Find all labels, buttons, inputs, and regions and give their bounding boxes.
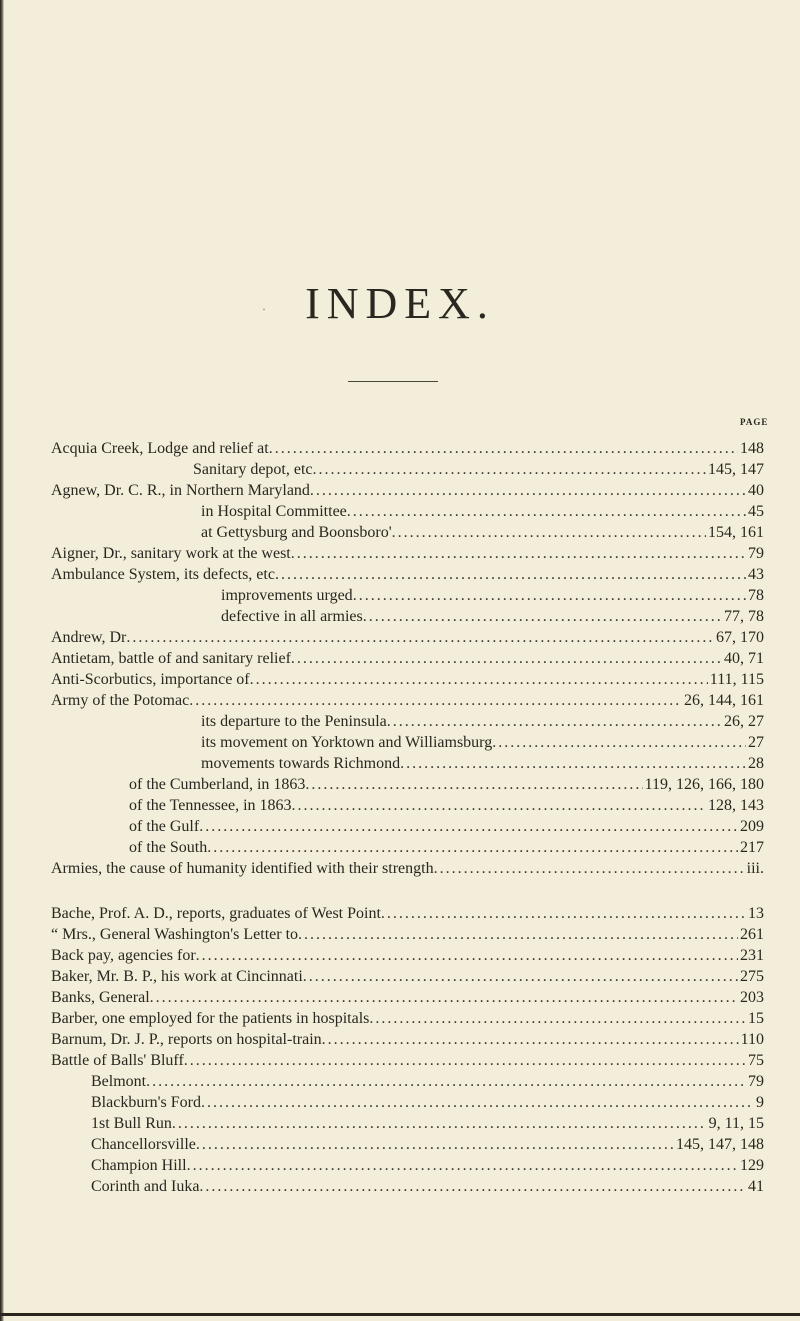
index-entry bbox=[51, 1051, 764, 1071]
entry-pages: 43 bbox=[748, 566, 764, 583]
entry-text: Anti-Scorbutics, importance of bbox=[51, 671, 250, 688]
entry-text: Barber, one employed for the patients in hospitals bbox=[51, 1010, 370, 1027]
entry-pages: 275 bbox=[740, 968, 764, 985]
index-entry bbox=[51, 628, 764, 648]
entry-pages: 26, 27 bbox=[724, 713, 764, 730]
entry-pages: 111, 115 bbox=[709, 671, 764, 688]
dot-leader bbox=[189, 691, 682, 711]
entry-text: Antietam, battle of and sanitary relief bbox=[51, 650, 291, 667]
entry-pages: 41 bbox=[748, 1178, 764, 1195]
index-entry bbox=[51, 565, 764, 585]
entry-pages: 148 bbox=[740, 440, 764, 457]
index-entry bbox=[51, 859, 764, 879]
entry-pages: 203 bbox=[740, 989, 764, 1006]
index-entry bbox=[129, 775, 764, 795]
page-spine-edge bbox=[0, 0, 4, 1321]
index-entry bbox=[201, 502, 764, 522]
index-entry bbox=[51, 946, 764, 966]
index-entry bbox=[221, 586, 764, 606]
entry-text: Sanitary depot, etc bbox=[193, 461, 313, 478]
dot-leader bbox=[275, 565, 746, 585]
dot-leader bbox=[310, 481, 746, 501]
entry-text: Armies, the cause of humanity identified with their strength bbox=[51, 860, 434, 877]
entry-text: its departure to the Peninsula bbox=[201, 713, 387, 730]
index-entry bbox=[51, 988, 764, 1008]
entry-pages: 40, 71 bbox=[724, 650, 764, 667]
entry-pages: 217 bbox=[740, 839, 764, 856]
index-entry bbox=[51, 967, 764, 987]
entry-pages: 129 bbox=[740, 1157, 764, 1174]
index-entry bbox=[201, 712, 764, 732]
entry-pages: 261 bbox=[740, 926, 764, 943]
dot-leader bbox=[313, 460, 706, 480]
index-entry bbox=[51, 481, 764, 501]
dot-leader bbox=[187, 1156, 738, 1176]
dot-leader bbox=[305, 775, 642, 795]
index-entry bbox=[221, 607, 764, 627]
index-entry bbox=[51, 670, 764, 690]
entry-pages: 145, 147, 148 bbox=[676, 1136, 764, 1153]
entry-text: Army of the Potomac bbox=[51, 692, 190, 709]
entry-text: “ Mrs., General Washington's Letter to bbox=[51, 926, 299, 943]
entry-pages: 128, 143 bbox=[708, 797, 764, 814]
dot-leader bbox=[363, 607, 722, 627]
entry-text: Ambulance System, its defects, etc bbox=[51, 566, 275, 583]
index-entry bbox=[51, 1009, 764, 1029]
index-entry bbox=[51, 925, 764, 945]
index-entry bbox=[91, 1114, 764, 1134]
dot-leader bbox=[199, 817, 738, 837]
entry-pages: 154, 161 bbox=[708, 524, 764, 541]
entry-pages: 209 bbox=[740, 818, 764, 835]
index-entry bbox=[129, 796, 764, 816]
index-entry bbox=[201, 523, 764, 543]
dot-leader bbox=[126, 628, 714, 648]
title-mark: · bbox=[262, 302, 266, 316]
dot-leader bbox=[292, 796, 706, 816]
dot-leader bbox=[322, 1030, 739, 1050]
dot-leader bbox=[347, 502, 746, 522]
entry-pages: 13 bbox=[748, 905, 764, 922]
entry-pages: 79 bbox=[748, 1073, 764, 1090]
entry-text: Bache, Prof. A. D., reports, graduates of West Point bbox=[51, 905, 381, 922]
index-entry bbox=[91, 1093, 764, 1113]
entry-pages: 75 bbox=[748, 1052, 764, 1069]
entry-pages: 26, 144, 161 bbox=[684, 692, 764, 709]
dot-leader bbox=[381, 904, 746, 924]
entry-pages: 67, 170 bbox=[716, 629, 764, 646]
index-entry bbox=[51, 1030, 764, 1050]
index-entry bbox=[129, 838, 764, 858]
index-entry bbox=[201, 754, 764, 774]
index-entry bbox=[129, 817, 764, 837]
entry-pages: 145, 147 bbox=[708, 461, 764, 478]
entry-pages: 45 bbox=[748, 503, 764, 520]
dot-leader bbox=[207, 838, 738, 858]
entry-pages: 77, 78 bbox=[724, 608, 764, 625]
entry-text: defective in all armies bbox=[221, 608, 363, 625]
entry-pages: 27 bbox=[748, 734, 764, 751]
entry-pages: 231 bbox=[740, 947, 764, 964]
entry-pages: 9, 11, 15 bbox=[708, 1115, 764, 1132]
entry-text: in Hospital Committee bbox=[201, 503, 347, 520]
entry-pages: 110 bbox=[740, 1031, 764, 1048]
entry-pages: 28 bbox=[748, 755, 764, 772]
entry-text: Agnew, Dr. C. R., in Northern Maryland bbox=[51, 482, 310, 499]
entry-pages: 79 bbox=[748, 545, 764, 562]
index-entry bbox=[51, 691, 764, 711]
dot-leader bbox=[172, 1114, 707, 1134]
dot-leader bbox=[196, 946, 738, 966]
entry-text: of the South bbox=[129, 839, 208, 856]
dot-leader bbox=[392, 523, 706, 543]
entry-text: Barnum, Dr. J. P., reports on hospital-train bbox=[51, 1031, 322, 1048]
entry-text: 1st Bull Run bbox=[91, 1115, 172, 1132]
dot-leader bbox=[400, 754, 746, 774]
dot-leader bbox=[146, 1072, 746, 1092]
dot-leader bbox=[492, 733, 746, 753]
entry-text: its movement on Yorktown and Williamsburg bbox=[201, 734, 493, 751]
entry-pages: 40 bbox=[748, 482, 764, 499]
entry-text: Champion Hill bbox=[91, 1157, 187, 1174]
dot-leader bbox=[387, 712, 722, 732]
entry-text: Chancellorsville bbox=[91, 1136, 196, 1153]
entry-text: Corinth and Iuka bbox=[91, 1178, 200, 1195]
entry-pages: 15 bbox=[748, 1010, 764, 1027]
entry-text: Baker, Mr. B. P., his work at Cincinnati bbox=[51, 968, 303, 985]
dot-leader bbox=[353, 586, 746, 606]
title-rule bbox=[348, 381, 438, 382]
index-entry bbox=[51, 904, 764, 924]
dot-leader bbox=[303, 967, 738, 987]
index-entry bbox=[51, 544, 764, 564]
dot-leader bbox=[201, 1093, 754, 1113]
entry-pages: iii. bbox=[746, 860, 764, 877]
index-entry bbox=[201, 733, 764, 753]
page-column-header: PAGE bbox=[740, 417, 769, 427]
entry-text: Belmont bbox=[91, 1073, 147, 1090]
entry-text: of the Tennessee, in 1863 bbox=[129, 797, 292, 814]
entry-text: Banks, General bbox=[51, 989, 150, 1006]
dot-leader bbox=[196, 1135, 674, 1155]
entry-text: movements towards Richmond bbox=[201, 755, 401, 772]
entry-text: Back pay, agencies for bbox=[51, 947, 196, 964]
entry-pages: 9 bbox=[756, 1094, 764, 1111]
entry-text: Battle of Balls' Bluff bbox=[51, 1052, 184, 1069]
entry-text: Acquia Creek, Lodge and relief at bbox=[51, 440, 269, 457]
dot-leader bbox=[298, 925, 738, 945]
entry-text: Andrew, Dr bbox=[51, 629, 127, 646]
entry-text: Blackburn's Ford bbox=[91, 1094, 201, 1111]
bottom-edge-line bbox=[0, 1313, 800, 1316]
index-entry bbox=[91, 1135, 764, 1155]
dot-leader bbox=[184, 1051, 746, 1071]
page-title: INDEX. bbox=[305, 279, 495, 328]
entry-pages: 78 bbox=[748, 587, 764, 604]
dot-leader bbox=[250, 670, 708, 690]
index-entry bbox=[51, 649, 764, 669]
dot-leader bbox=[150, 988, 738, 1008]
entry-text: Aigner, Dr., sanitary work at the west bbox=[51, 545, 291, 562]
entry-pages: 119, 126, 166, 180 bbox=[644, 776, 764, 793]
dot-leader bbox=[434, 859, 745, 879]
entry-text: at Gettysburg and Boonsboro' bbox=[201, 524, 392, 541]
index-entry bbox=[91, 1156, 764, 1176]
index-entry bbox=[51, 439, 764, 459]
dot-leader bbox=[199, 1177, 746, 1197]
entry-text: of the Cumberland, in 1863 bbox=[129, 776, 306, 793]
dot-leader bbox=[291, 544, 746, 564]
dot-leader bbox=[369, 1009, 746, 1029]
index-entry bbox=[91, 1072, 764, 1092]
entry-text: improvements urged bbox=[221, 587, 353, 604]
dot-leader bbox=[269, 439, 738, 459]
index-entry bbox=[91, 1177, 764, 1197]
index-entry bbox=[193, 460, 764, 480]
dot-leader bbox=[291, 649, 722, 669]
entry-text: of the Gulf bbox=[129, 818, 200, 835]
